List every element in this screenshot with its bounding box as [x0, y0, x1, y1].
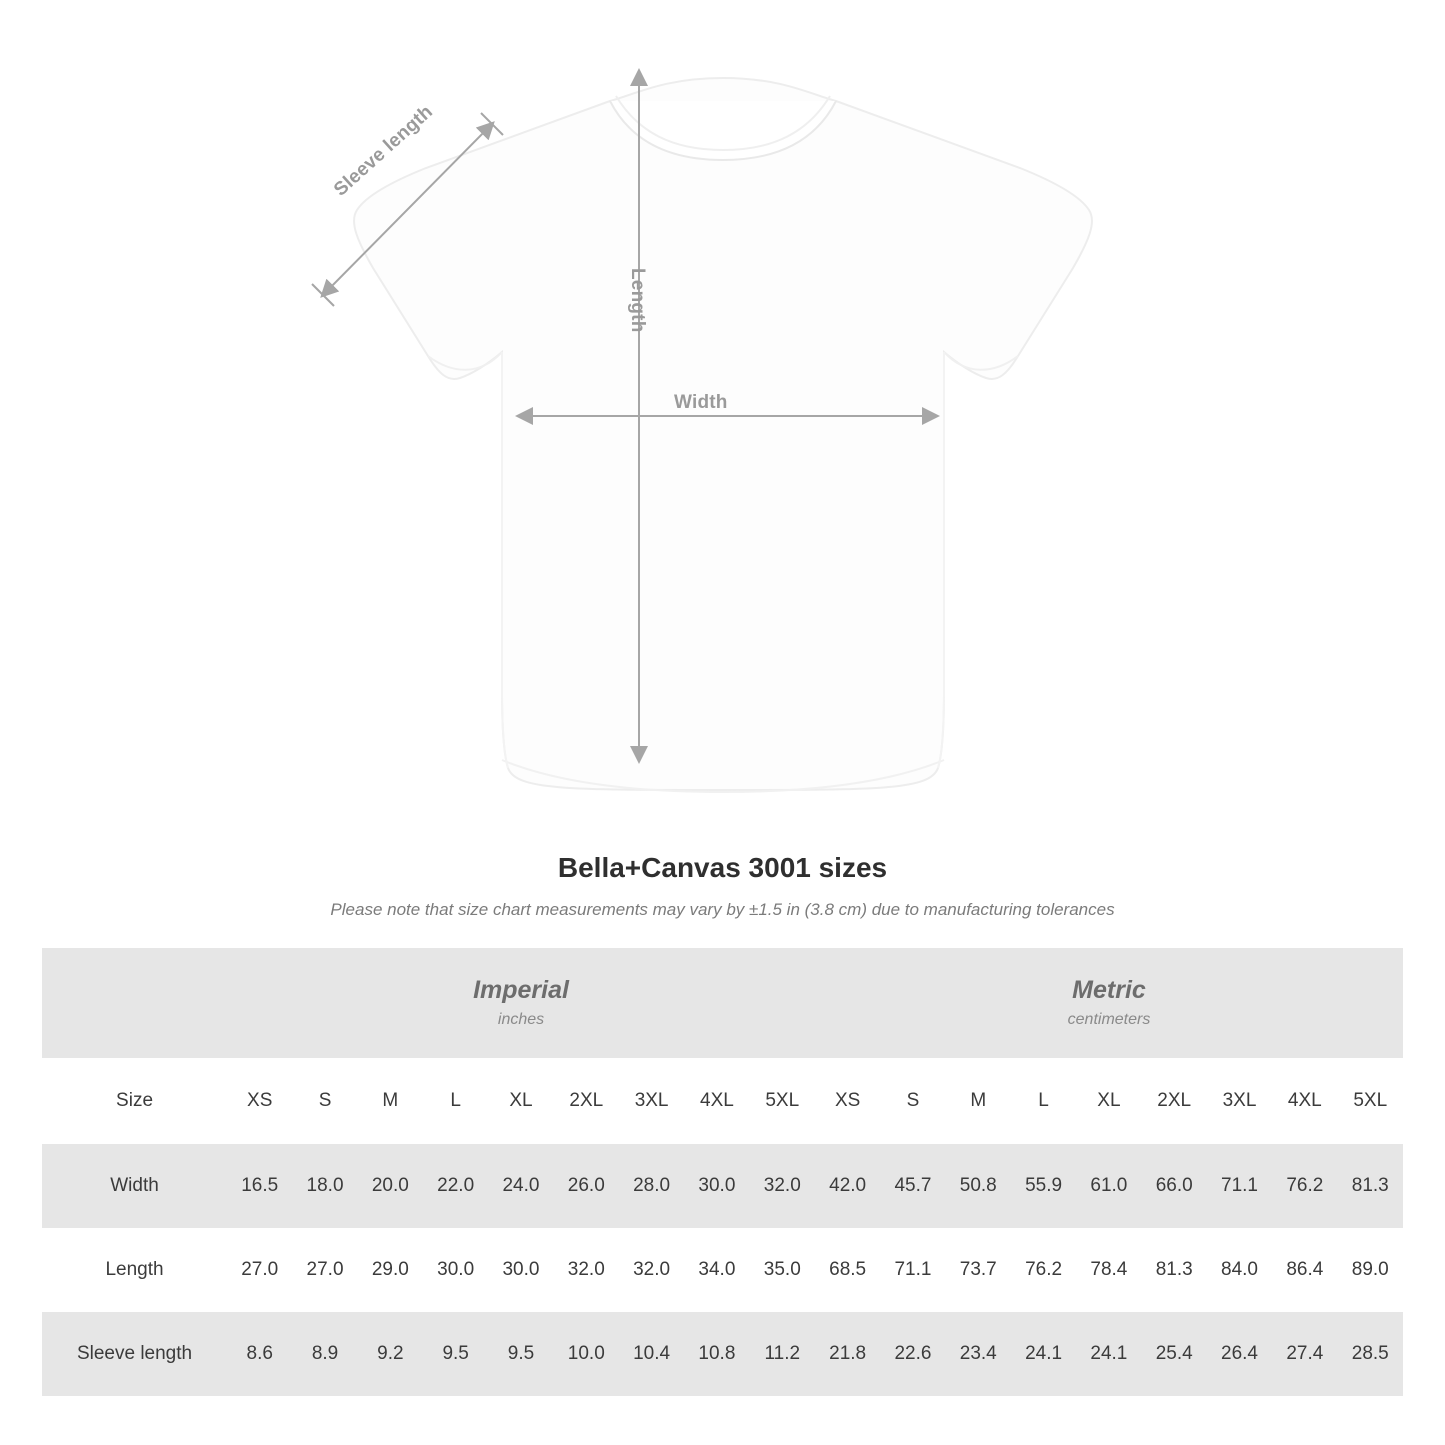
column-header-metric-4xl: 4XL [1272, 1058, 1337, 1144]
cell-width-imperial-s: 18.0 [292, 1144, 357, 1228]
cell-sleeve-metric-s: 22.6 [880, 1312, 945, 1396]
column-header-metric-xs: XS [815, 1058, 880, 1144]
unit-imperial-sub: inches [497, 1010, 545, 1028]
table-row [42, 1228, 1403, 1312]
cell-length-imperial-s: 27.0 [292, 1228, 357, 1312]
cell-length-imperial-m: 29.0 [358, 1228, 423, 1312]
column-header-imperial-m: M [358, 1058, 423, 1144]
cell-length-imperial-2xl: 32.0 [554, 1228, 619, 1312]
row-label-sleeve-length: Sleeve length [42, 1312, 227, 1396]
column-header-metric-2xl: 2XL [1142, 1058, 1207, 1144]
row-label-length: Length [42, 1228, 227, 1312]
table-header-row [42, 1058, 1403, 1144]
column-header-metric-s: S [880, 1058, 945, 1144]
cell-width-imperial-5xl: 32.0 [750, 1144, 815, 1228]
column-header-size: Size [42, 1058, 227, 1144]
column-header-imperial-xs: XS [227, 1058, 292, 1144]
cell-sleeve-imperial-xl: 9.5 [488, 1312, 553, 1396]
cell-width-imperial-2xl: 26.0 [554, 1144, 619, 1228]
cell-length-metric-2xl: 81.3 [1142, 1228, 1207, 1312]
cell-sleeve-metric-2xl: 25.4 [1142, 1312, 1207, 1396]
table-row [42, 1312, 1403, 1396]
sleeve-length-label: Sleeve length [330, 101, 438, 201]
cell-sleeve-imperial-4xl: 10.8 [684, 1312, 749, 1396]
cell-sleeve-imperial-m: 9.2 [358, 1312, 423, 1396]
cell-length-metric-xs: 68.5 [815, 1228, 880, 1312]
tolerance-note: Please note that size chart measurements may vary by ±1.5 in (3.8 cm) due to manufacturing tolerances [330, 900, 1115, 919]
column-header-metric-l: L [1011, 1058, 1076, 1144]
cell-sleeve-metric-4xl: 27.4 [1272, 1312, 1337, 1396]
cell-width-metric-2xl: 66.0 [1142, 1144, 1207, 1228]
cell-width-metric-5xl: 81.3 [1337, 1144, 1403, 1228]
cell-sleeve-metric-3xl: 26.4 [1207, 1312, 1272, 1396]
cell-width-imperial-l: 22.0 [423, 1144, 488, 1228]
row-label-width: Width [42, 1144, 227, 1228]
cell-length-imperial-xs: 27.0 [227, 1228, 292, 1312]
page-title: Bella+Canvas 3001 sizes [557, 852, 888, 883]
cell-length-metric-s: 71.1 [880, 1228, 945, 1312]
cell-sleeve-imperial-s: 8.9 [292, 1312, 357, 1396]
title-block [0, 852, 1445, 920]
cell-sleeve-metric-5xl: 28.5 [1337, 1312, 1403, 1396]
column-header-imperial-5xl: 5XL [750, 1058, 815, 1144]
cell-length-metric-5xl: 89.0 [1337, 1228, 1403, 1312]
cell-sleeve-metric-m: 23.4 [946, 1312, 1011, 1396]
cell-sleeve-metric-xs: 21.8 [815, 1312, 880, 1396]
cell-sleeve-imperial-5xl: 11.2 [750, 1312, 815, 1396]
cell-length-imperial-5xl: 35.0 [750, 1228, 815, 1312]
cell-width-metric-4xl: 76.2 [1272, 1144, 1337, 1228]
unit-metric-sub: centimeters [1067, 1010, 1151, 1028]
cell-width-imperial-m: 20.0 [358, 1144, 423, 1228]
cell-sleeve-metric-xl: 24.1 [1076, 1312, 1141, 1396]
column-header-imperial-4xl: 4XL [684, 1058, 749, 1144]
cell-length-imperial-4xl: 34.0 [684, 1228, 749, 1312]
cell-width-metric-xs: 42.0 [815, 1144, 880, 1228]
cell-width-imperial-xl: 24.0 [488, 1144, 553, 1228]
unit-group-imperial [227, 948, 815, 1058]
cell-width-imperial-xs: 16.5 [227, 1144, 292, 1228]
cell-width-metric-m: 50.8 [946, 1144, 1011, 1228]
cell-sleeve-imperial-2xl: 10.0 [554, 1312, 619, 1396]
unit-metric-name: Metric [1072, 976, 1146, 1005]
unit-imperial-name: Imperial [473, 976, 569, 1005]
cell-length-imperial-l: 30.0 [423, 1228, 488, 1312]
column-header-imperial-s: S [292, 1058, 357, 1144]
column-header-imperial-l: L [423, 1058, 488, 1144]
column-header-metric-5xl: 5XL [1337, 1058, 1403, 1144]
cell-width-metric-xl: 61.0 [1076, 1144, 1141, 1228]
cell-width-metric-s: 45.7 [880, 1144, 945, 1228]
size-table-wrapper [42, 948, 1403, 1396]
cell-width-imperial-3xl: 28.0 [619, 1144, 684, 1228]
column-header-metric-xl: XL [1076, 1058, 1141, 1144]
cell-length-metric-l: 76.2 [1011, 1228, 1076, 1312]
cell-length-metric-3xl: 84.0 [1207, 1228, 1272, 1312]
cell-sleeve-imperial-l: 9.5 [423, 1312, 488, 1396]
table-row [42, 1144, 1403, 1228]
cell-length-imperial-xl: 30.0 [488, 1228, 553, 1312]
column-header-metric-m: M [946, 1058, 1011, 1144]
cell-length-metric-m: 73.7 [946, 1228, 1011, 1312]
column-header-metric-3xl: 3XL [1207, 1058, 1272, 1144]
column-header-imperial-3xl: 3XL [619, 1058, 684, 1144]
length-label: Length [627, 268, 648, 333]
size-table [42, 948, 1403, 1396]
cell-width-imperial-4xl: 30.0 [684, 1144, 749, 1228]
column-header-imperial-xl: XL [488, 1058, 553, 1144]
cell-sleeve-metric-l: 24.1 [1011, 1312, 1076, 1396]
cell-width-metric-l: 55.9 [1011, 1144, 1076, 1228]
cell-sleeve-imperial-xs: 8.6 [227, 1312, 292, 1396]
width-label: Width [674, 392, 728, 413]
unit-spacer-cell [42, 948, 227, 1058]
cell-length-imperial-3xl: 32.0 [619, 1228, 684, 1312]
tshirt-shape [354, 78, 1092, 792]
cell-sleeve-imperial-3xl: 10.4 [619, 1312, 684, 1396]
cell-width-metric-3xl: 71.1 [1207, 1144, 1272, 1228]
unit-group-row [42, 948, 1403, 1058]
column-header-imperial-2xl: 2XL [554, 1058, 619, 1144]
cell-length-metric-xl: 78.4 [1076, 1228, 1141, 1312]
unit-group-metric [815, 948, 1403, 1058]
cell-length-metric-4xl: 86.4 [1272, 1228, 1337, 1312]
